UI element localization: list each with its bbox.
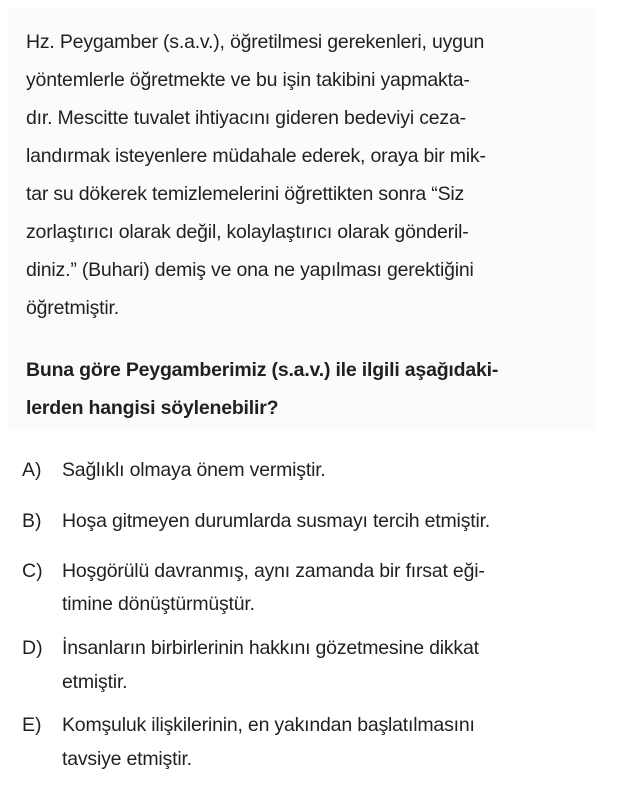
option-text: Sağlıklı olmaya önem vermiştir. bbox=[62, 459, 326, 481]
option-letter: C) bbox=[22, 560, 43, 582]
option-letter: E) bbox=[22, 714, 42, 736]
option-letter: A) bbox=[22, 459, 42, 481]
option-text: Hoşa gitmeyen durumlarda susmayı tercih etmiştir. bbox=[62, 510, 491, 532]
question-line: lerden hangisi söylenebilir? bbox=[26, 397, 279, 419]
passage-line: dır. Mescitte tuvalet ihtiyacını gideren bedeviyi ceza- bbox=[26, 107, 466, 129]
option-text: İnsanların birbirlerinin hakkını gözetmesine dikkat bbox=[62, 637, 479, 659]
passage-line: öğretmiştir. bbox=[26, 297, 119, 319]
option-text: Hoşgörülü davranmış, aynı zamanda bir fırsat eği- bbox=[62, 560, 485, 582]
option-text: Komşuluk ilişkilerinin, en yakından başlatılmasını bbox=[62, 714, 475, 736]
passage-line: zorlaştırıcı olarak değil, kolaylaştırıcı olarak gönderil- bbox=[26, 221, 469, 243]
passage-line: landırmak isteyenlere müdahale ederek, oraya bir mik- bbox=[26, 145, 486, 167]
passage-line: yöntemlerle öğretmekte ve bu işin takibini yapmakta- bbox=[26, 69, 470, 91]
option-text: timine dönüştürmüştür. bbox=[62, 593, 255, 615]
passage-line: Hz. Peygamber (s.a.v.), öğretilmesi gerekenleri, uygun bbox=[26, 31, 485, 53]
option-text: etmiştir. bbox=[62, 671, 128, 693]
question-line: Buna göre Peygamberimiz (s.a.v.) ile ilgili aşağıdaki- bbox=[26, 359, 499, 381]
passage-line: tar su dökerek temizlemelerini öğrettikten sonra “Siz bbox=[26, 183, 465, 205]
option-letter: B) bbox=[22, 510, 42, 532]
passage-line: diniz.” (Buhari) demiş ve ona ne yapılması gerektiğini bbox=[26, 259, 474, 281]
option-text: tavsiye etmiştir. bbox=[62, 748, 192, 770]
option-letter: D) bbox=[22, 637, 43, 659]
